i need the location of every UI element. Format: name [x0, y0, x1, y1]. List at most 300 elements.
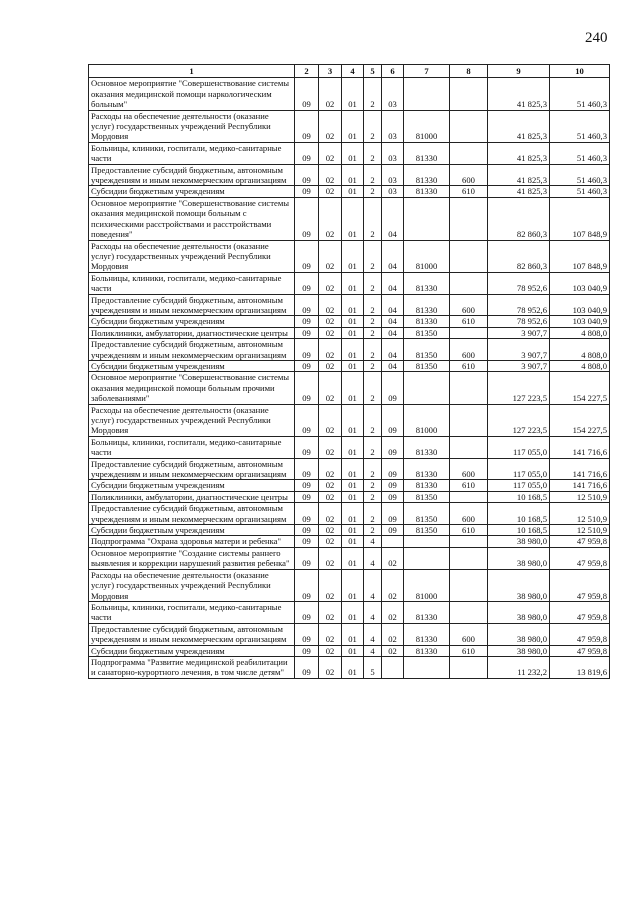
table-cell: 09: [295, 294, 319, 316]
table-cell: 02: [319, 458, 342, 480]
table-cell: 107 848,9: [550, 240, 610, 272]
table-row: [89, 360, 610, 371]
table-cell: 01: [342, 78, 364, 110]
table-cell: 600: [450, 458, 488, 480]
table-cell: 81330: [404, 436, 450, 458]
table-cell: 81000: [404, 110, 450, 142]
table-cell: 01: [342, 601, 364, 623]
row-name-cell: Больницы, клиники, госпитали, медико-санитарные части: [89, 601, 295, 623]
table-cell: [404, 197, 450, 240]
table-cell: 02: [319, 186, 342, 197]
table-cell: 47 959,8: [550, 645, 610, 656]
table-cell: 47 959,8: [550, 623, 610, 645]
table-cell: 01: [342, 316, 364, 327]
table-cell: 02: [319, 525, 342, 536]
table-header-row: [89, 65, 610, 78]
table-cell: 47 959,8: [550, 547, 610, 569]
table-cell: [382, 656, 404, 678]
row-name-cell: Расходы на обеспечение деятельности (оказание услуг) государственных учреждений Республики Мордовия: [89, 110, 295, 142]
table-cell: 03: [382, 186, 404, 197]
table-cell: 04: [382, 294, 404, 316]
row-name-cell: Субсидии бюджетным учреждениям: [89, 480, 295, 491]
table-cell: 2: [364, 110, 382, 142]
row-name-cell: Предоставление субсидий бюджетным, автономным учреждениям и иным некоммерческим организациям: [89, 623, 295, 645]
row-name-cell: Предоставление субсидий бюджетным, автономным учреждениям и иным некоммерческим организациям: [89, 294, 295, 316]
table-cell: 4: [364, 547, 382, 569]
row-name-cell: Предоставление субсидий бюджетным, автономным учреждениям и иным некоммерческим организациям: [89, 503, 295, 525]
table-cell: 81330: [404, 294, 450, 316]
table-cell: 81350: [404, 339, 450, 361]
table-cell: 02: [319, 110, 342, 142]
table-cell: 141 716,6: [550, 458, 610, 480]
table-row: [89, 404, 610, 436]
table-cell: 610: [450, 480, 488, 491]
column-header: 7: [404, 65, 450, 78]
table-cell: 2: [364, 316, 382, 327]
table-cell: 2: [364, 360, 382, 371]
column-header: 4: [342, 65, 364, 78]
table-cell: 81330: [404, 272, 450, 294]
table-cell: 81000: [404, 404, 450, 436]
table-cell: 2: [364, 327, 382, 338]
table-cell: 02: [319, 547, 342, 569]
table-cell: 81350: [404, 491, 450, 502]
table-row: [89, 339, 610, 361]
table-cell: 81350: [404, 525, 450, 536]
table-cell: 12 510,9: [550, 525, 610, 536]
table-cell: 01: [342, 503, 364, 525]
table-cell: 47 959,8: [550, 536, 610, 547]
table-cell: 09: [382, 436, 404, 458]
table-cell: 2: [364, 525, 382, 536]
table-cell: 01: [342, 294, 364, 316]
table-cell: [450, 569, 488, 601]
table-cell: [450, 656, 488, 678]
table-cell: 51 460,3: [550, 142, 610, 164]
column-header: 6: [382, 65, 404, 78]
table-cell: 02: [319, 240, 342, 272]
table-cell: 2: [364, 142, 382, 164]
table-cell: 81330: [404, 186, 450, 197]
row-name-cell: Расходы на обеспечение деятельности (оказание услуг) государственных учреждений Республики Мордовия: [89, 404, 295, 436]
table-cell: 117 055,0: [488, 436, 550, 458]
table-cell: 38 980,0: [488, 536, 550, 547]
table-cell: 141 716,6: [550, 436, 610, 458]
table-cell: 02: [319, 316, 342, 327]
table-cell: 600: [450, 339, 488, 361]
table-cell: 09: [295, 339, 319, 361]
table-cell: 01: [342, 197, 364, 240]
column-header: 5: [364, 65, 382, 78]
table-cell: 09: [382, 525, 404, 536]
table-cell: 117 055,0: [488, 458, 550, 480]
table-cell: 04: [382, 197, 404, 240]
table-cell: 41 825,3: [488, 78, 550, 110]
table-cell: 78 952,6: [488, 272, 550, 294]
table-cell: 01: [342, 547, 364, 569]
table-cell: 09: [295, 491, 319, 502]
table-cell: 81000: [404, 569, 450, 601]
table-cell: [450, 436, 488, 458]
table-cell: 01: [342, 164, 364, 186]
table-cell: 2: [364, 164, 382, 186]
table-cell: [450, 197, 488, 240]
table-cell: 09: [295, 480, 319, 491]
table-cell: 09: [295, 164, 319, 186]
table-cell: 02: [319, 360, 342, 371]
table-cell: 41 825,3: [488, 186, 550, 197]
table-row: [89, 547, 610, 569]
table-cell: 81330: [404, 164, 450, 186]
row-name-cell: Предоставление субсидий бюджетным, автономным учреждениям и иным некоммерческим организациям: [89, 164, 295, 186]
table-cell: [450, 491, 488, 502]
table-cell: 10 168,5: [488, 525, 550, 536]
table-cell: 09: [295, 436, 319, 458]
table-cell: 09: [295, 272, 319, 294]
table-cell: 01: [342, 404, 364, 436]
budget-table: [88, 64, 610, 679]
table-cell: 2: [364, 491, 382, 502]
row-name-cell: Подпрограмма "Охрана здоровья матери и ребенка": [89, 536, 295, 547]
table-cell: [450, 404, 488, 436]
table-cell: [450, 240, 488, 272]
table-cell: 01: [342, 186, 364, 197]
table-cell: 09: [295, 458, 319, 480]
table-row: [89, 372, 610, 404]
table-cell: 02: [319, 569, 342, 601]
table-cell: 51 460,3: [550, 110, 610, 142]
table-cell: 41 825,3: [488, 142, 550, 164]
table-cell: 81330: [404, 645, 450, 656]
table-cell: 01: [342, 656, 364, 678]
table-cell: 09: [295, 240, 319, 272]
table-cell: 01: [342, 372, 364, 404]
table-cell: 02: [319, 503, 342, 525]
table-cell: 600: [450, 294, 488, 316]
column-header: 3: [319, 65, 342, 78]
table-cell: 103 040,9: [550, 316, 610, 327]
table-row: [89, 272, 610, 294]
table-cell: 01: [342, 272, 364, 294]
table-cell: 04: [382, 240, 404, 272]
table-cell: 4: [364, 569, 382, 601]
row-name-cell: Поликлиники, амбулатории, диагностические центры: [89, 327, 295, 338]
table-row: [89, 458, 610, 480]
table-cell: 81330: [404, 316, 450, 327]
table-cell: 38 980,0: [488, 569, 550, 601]
table-cell: 3 907,7: [488, 360, 550, 371]
table-cell: 38 980,0: [488, 601, 550, 623]
table-row: [89, 569, 610, 601]
table-cell: [450, 601, 488, 623]
table-cell: 09: [295, 656, 319, 678]
table-cell: 81330: [404, 480, 450, 491]
row-name-cell: Больницы, клиники, госпитали, медико-санитарные части: [89, 436, 295, 458]
table-cell: 38 980,0: [488, 645, 550, 656]
row-name-cell: Основное мероприятие "Совершенствование системы оказания медицинской помощи больным прочими заболеваниями": [89, 372, 295, 404]
table-cell: 4: [364, 601, 382, 623]
table-cell: 09: [295, 327, 319, 338]
table-cell: 01: [342, 240, 364, 272]
table-cell: 01: [342, 142, 364, 164]
table-cell: 4: [364, 536, 382, 547]
table-cell: 09: [295, 569, 319, 601]
table-cell: 03: [382, 110, 404, 142]
table-cell: 01: [342, 525, 364, 536]
table-cell: 127 223,5: [488, 404, 550, 436]
table-cell: 41 825,3: [488, 164, 550, 186]
table-cell: 51 460,3: [550, 164, 610, 186]
table-cell: 09: [295, 197, 319, 240]
row-name-cell: Больницы, клиники, госпитали, медико-санитарные части: [89, 142, 295, 164]
table-cell: 01: [342, 480, 364, 491]
table-row: [89, 142, 610, 164]
column-header: 10: [550, 65, 610, 78]
table-cell: 09: [295, 503, 319, 525]
table-cell: 11 232,2: [488, 656, 550, 678]
table-cell: 01: [342, 327, 364, 338]
table-cell: 82 860,3: [488, 240, 550, 272]
column-header: 2: [295, 65, 319, 78]
row-name-cell: Подпрограмма "Развитие медицинской реабилитации и санаторно-курортного лечения, в том числе детям": [89, 656, 295, 678]
table-cell: [450, 327, 488, 338]
table-cell: 02: [382, 569, 404, 601]
table-cell: 02: [382, 601, 404, 623]
table-cell: 09: [295, 78, 319, 110]
table-cell: 10 168,5: [488, 503, 550, 525]
table-cell: 04: [382, 327, 404, 338]
table-cell: 01: [342, 339, 364, 361]
table-cell: 10 168,5: [488, 491, 550, 502]
table-row: [89, 601, 610, 623]
table-row: [89, 436, 610, 458]
table-cell: 02: [319, 142, 342, 164]
table-cell: 09: [295, 142, 319, 164]
table-cell: 09: [295, 525, 319, 536]
table-cell: 03: [382, 164, 404, 186]
table-cell: 01: [342, 436, 364, 458]
table-cell: 09: [295, 316, 319, 327]
table-cell: [404, 372, 450, 404]
table-cell: 01: [342, 623, 364, 645]
table-cell: 78 952,6: [488, 316, 550, 327]
table-cell: 47 959,8: [550, 601, 610, 623]
table-cell: 02: [319, 601, 342, 623]
table-cell: 13 819,6: [550, 656, 610, 678]
table-cell: 09: [295, 372, 319, 404]
table-cell: 2: [364, 458, 382, 480]
table-cell: 01: [342, 491, 364, 502]
row-name-cell: Основное мероприятие "Создание системы раннего выявления и коррекции нарушений развития ребенка": [89, 547, 295, 569]
table-cell: [450, 536, 488, 547]
table-row: [89, 480, 610, 491]
table-cell: 09: [382, 491, 404, 502]
row-name-cell: Основное мероприятие "Совершенствование системы оказания медицинской помощи наркологическим больным": [89, 78, 295, 110]
table-cell: 81350: [404, 360, 450, 371]
table-cell: [450, 110, 488, 142]
table-cell: 2: [364, 294, 382, 316]
table-row: [89, 78, 610, 110]
table-row: [89, 197, 610, 240]
table-row: [89, 294, 610, 316]
table-cell: 3 907,7: [488, 327, 550, 338]
table-cell: 103 040,9: [550, 272, 610, 294]
table-cell: 02: [319, 339, 342, 361]
table-cell: 2: [364, 436, 382, 458]
table-cell: 600: [450, 623, 488, 645]
table-cell: 600: [450, 164, 488, 186]
row-name-cell: Больницы, клиники, госпитали, медико-санитарные части: [89, 272, 295, 294]
table-cell: 02: [319, 294, 342, 316]
table-cell: 4: [364, 623, 382, 645]
table-cell: 2: [364, 78, 382, 110]
table-cell: 47 959,8: [550, 569, 610, 601]
table-cell: 02: [319, 536, 342, 547]
table-cell: 02: [319, 645, 342, 656]
table-cell: 09: [295, 186, 319, 197]
table-cell: 38 980,0: [488, 623, 550, 645]
row-name-cell: Предоставление субсидий бюджетным, автономным учреждениям и иным некоммерческим организациям: [89, 458, 295, 480]
table-cell: [404, 536, 450, 547]
table-cell: 02: [319, 327, 342, 338]
table-cell: 01: [342, 110, 364, 142]
table-cell: 2: [364, 372, 382, 404]
table-cell: 81330: [404, 458, 450, 480]
table-cell: 117 055,0: [488, 480, 550, 491]
table-cell: 09: [382, 372, 404, 404]
table-cell: 02: [382, 645, 404, 656]
table-cell: [450, 78, 488, 110]
table-cell: 04: [382, 360, 404, 371]
table-cell: 04: [382, 339, 404, 361]
table-cell: 2: [364, 503, 382, 525]
table-cell: 81350: [404, 503, 450, 525]
table-cell: 12 510,9: [550, 491, 610, 502]
table-cell: 78 952,6: [488, 294, 550, 316]
table-cell: 09: [382, 404, 404, 436]
table-cell: 04: [382, 316, 404, 327]
table-cell: [450, 272, 488, 294]
table-cell: 81330: [404, 623, 450, 645]
row-name-cell: Субсидии бюджетным учреждениям: [89, 525, 295, 536]
table-cell: 12 510,9: [550, 503, 610, 525]
table-cell: 4 808,0: [550, 327, 610, 338]
table-cell: 09: [295, 547, 319, 569]
table-cell: 02: [319, 656, 342, 678]
table-cell: 610: [450, 316, 488, 327]
table-cell: 01: [342, 360, 364, 371]
row-name-cell: Субсидии бюджетным учреждениям: [89, 186, 295, 197]
table-cell: 01: [342, 536, 364, 547]
table-cell: 02: [319, 480, 342, 491]
table-cell: 02: [319, 372, 342, 404]
table-cell: 51 460,3: [550, 186, 610, 197]
table-cell: 02: [319, 491, 342, 502]
table-cell: 02: [319, 164, 342, 186]
table-cell: 41 825,3: [488, 110, 550, 142]
table-cell: 154 227,5: [550, 404, 610, 436]
table-cell: 4 808,0: [550, 339, 610, 361]
table-cell: [404, 78, 450, 110]
table-cell: 154 227,5: [550, 372, 610, 404]
table-row: [89, 316, 610, 327]
table-cell: 02: [319, 436, 342, 458]
table-cell: 81350: [404, 327, 450, 338]
table-cell: 103 040,9: [550, 294, 610, 316]
table-row: [89, 240, 610, 272]
table-cell: [450, 547, 488, 569]
page-number: 240: [585, 30, 608, 46]
table-cell: 2: [364, 339, 382, 361]
table-cell: 03: [382, 142, 404, 164]
table-cell: [404, 547, 450, 569]
row-name-cell: Субсидии бюджетным учреждениям: [89, 316, 295, 327]
row-name-cell: Предоставление субсидий бюджетным, автономным учреждениям и иным некоммерческим организациям: [89, 339, 295, 361]
row-name-cell: Поликлиники, амбулатории, диагностические центры: [89, 491, 295, 502]
table-cell: 09: [295, 110, 319, 142]
table-cell: 2: [364, 186, 382, 197]
table-cell: 81000: [404, 240, 450, 272]
table-cell: 02: [319, 404, 342, 436]
table-cell: 09: [295, 645, 319, 656]
table-row: [89, 491, 610, 502]
column-header: 8: [450, 65, 488, 78]
table-cell: 4: [364, 645, 382, 656]
table-row: [89, 164, 610, 186]
table-cell: 02: [382, 623, 404, 645]
table-cell: 09: [382, 503, 404, 525]
table-cell: 51 460,3: [550, 78, 610, 110]
table-cell: 01: [342, 458, 364, 480]
table-cell: [450, 372, 488, 404]
table-cell: 2: [364, 404, 382, 436]
table-row: [89, 110, 610, 142]
table-cell: 01: [342, 569, 364, 601]
row-name-cell: Расходы на обеспечение деятельности (оказание услуг) государственных учреждений Республики Мордовия: [89, 569, 295, 601]
table-cell: 09: [295, 601, 319, 623]
table-cell: 01: [342, 645, 364, 656]
table-cell: 02: [382, 547, 404, 569]
table-cell: 610: [450, 525, 488, 536]
table-cell: 02: [319, 78, 342, 110]
table-row: [89, 503, 610, 525]
table-cell: 141 716,6: [550, 480, 610, 491]
row-name-cell: Расходы на обеспечение деятельности (оказание услуг) государственных учреждений Республики Мордовия: [89, 240, 295, 272]
table-cell: 38 980,0: [488, 547, 550, 569]
table-row: [89, 623, 610, 645]
table-row: [89, 327, 610, 338]
table-cell: 600: [450, 503, 488, 525]
table-cell: 2: [364, 272, 382, 294]
table-cell: 02: [319, 623, 342, 645]
table-cell: [404, 656, 450, 678]
table-row: [89, 186, 610, 197]
table-cell: 2: [364, 197, 382, 240]
table-cell: 09: [295, 404, 319, 436]
row-name-cell: Основное мероприятие "Совершенствование системы оказания медицинской помощи больным с психическими расстройствами и расстройствами поведения": [89, 197, 295, 240]
column-header: 9: [488, 65, 550, 78]
table-cell: 3 907,7: [488, 339, 550, 361]
table-row: [89, 525, 610, 536]
column-header: 1: [89, 65, 295, 78]
table-row: [89, 536, 610, 547]
table-cell: 2: [364, 240, 382, 272]
table-cell: 610: [450, 360, 488, 371]
table-cell: 09: [382, 480, 404, 491]
table-row: [89, 656, 610, 678]
table-cell: 127 223,5: [488, 372, 550, 404]
table-cell: [382, 536, 404, 547]
